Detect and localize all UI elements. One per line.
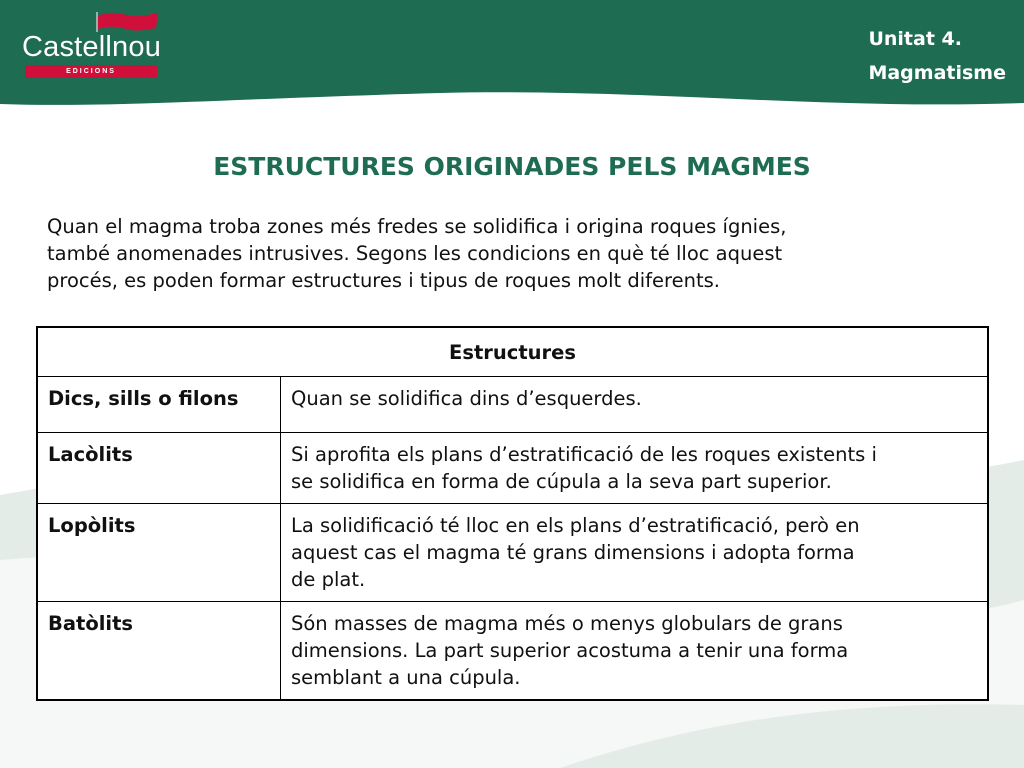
table-row [37,504,988,602]
structures-table [36,326,989,701]
table-row [37,602,988,701]
intro-line: Quan el magma troba zones més fredes se solidifica i origina roques ígnies, [47,215,787,238]
table-row [37,433,988,504]
structure-name: Batòlits [37,602,281,701]
table-row [37,377,988,433]
structure-description [281,433,989,504]
unit-label [868,22,1006,90]
intro-line: també anomenades intrusives. Segons les condicions en què té lloc aquest [47,242,783,265]
castellnou-logo[interactable] [22,10,160,78]
table-header-row [37,327,988,377]
table-header: Estructures [37,327,988,377]
structure-description [281,602,989,701]
description-line: dimensions. La part superior acostuma a tenir una forma [291,639,849,662]
structure-description [281,504,989,602]
structure-description [281,377,989,433]
structure-name: Lopòlits [37,504,281,602]
logo-wordmark: Castellnou [22,31,162,63]
description-line: se solidifica en forma de cúpula a la seva part superior. [291,470,832,493]
logo-subtitle: EDICIONS [25,65,157,78]
description-line: aquest cas el magma té grans dimensions i adopta forma [291,541,855,564]
unit-number: Unitat 4. [868,28,962,50]
description-line: de plat. [291,568,366,591]
unit-topic: Magmatisme [868,62,1006,84]
description-line: semblant a una cúpula. [291,666,521,689]
structure-name: Lacòlits [37,433,281,504]
description-line: Són masses de magma més o menys globulars de grans [291,612,843,635]
description-line: Si aprofita els plans d’estratificació de les roques existents i [291,443,877,466]
intro-line: procés, es poden formar estructures i tipus de roques molt diferents. [47,269,720,292]
page-title: ESTRUCTURES ORIGINADES PELS MAGMES [213,152,811,181]
intro-paragraph [47,213,987,294]
structure-name: Dics, sills o filons [37,377,281,433]
description-line: Quan se solidifica dins d’esquerdes. [291,387,642,410]
description-line: La solidificació té lloc en els plans d’estratificació, però en [291,514,860,537]
